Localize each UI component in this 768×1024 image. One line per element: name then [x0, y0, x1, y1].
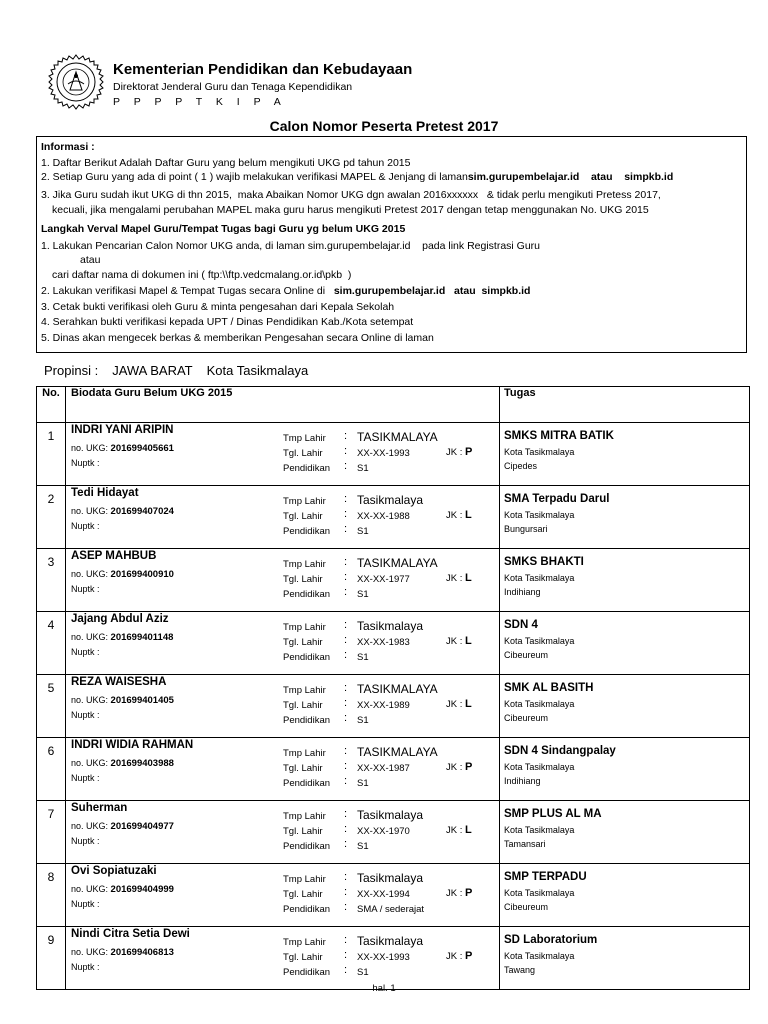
gender-value: P — [465, 887, 473, 899]
education-value: S1 — [357, 526, 369, 537]
colon: : — [344, 430, 348, 442]
birthdate-label: Tgl. Lahir — [283, 763, 323, 774]
ukg-value: 201699404977 — [110, 821, 174, 832]
colon: : — [344, 619, 348, 631]
nuptk-label: Nuptk : — [71, 584, 100, 594]
school-name: SD Laboratorium — [504, 934, 598, 946]
birthplace-value: TASIKMALAYA — [357, 556, 438, 570]
gender-value: L — [465, 572, 472, 584]
assignment — [500, 864, 750, 927]
birthplace-value: Tasikmalaya — [357, 493, 424, 507]
ukg-number — [71, 569, 174, 580]
nuptk-label: Nuptk : — [71, 521, 100, 531]
birthplace-value: Tasikmalaya — [357, 934, 424, 948]
teacher-biodata — [66, 423, 500, 486]
gender-label: JK : — [446, 636, 463, 647]
education-value: SMA / sederajat — [357, 904, 425, 915]
birthdate-label: Tgl. Lahir — [283, 637, 323, 648]
col-no-header: No. — [37, 387, 66, 423]
ukg-number — [71, 884, 174, 895]
gender-value: L — [465, 824, 472, 836]
info-line-3b: kecuali, jika mengalami perubahan MAPEL maka guru harus mengikuti Pretest 2017 dengan tetap menggunakan No. UKG 2015 — [52, 204, 649, 216]
table-row — [37, 423, 750, 486]
birthdate-value: XX-XX-1987 — [357, 763, 410, 774]
birthplace-value: TASIKMALAYA — [357, 745, 438, 759]
teacher-name: Tedi Hidayat — [71, 487, 139, 499]
ukg-value: 201699405661 — [110, 443, 174, 454]
gender-label: JK : — [446, 762, 463, 773]
ukg-number — [71, 821, 174, 832]
education-value: S1 — [357, 715, 369, 726]
teacher-biodata — [66, 612, 500, 675]
gender-label: JK : — [446, 447, 463, 458]
ukg-value: 201699404999 — [110, 884, 174, 895]
birthdate-value: XX-XX-1970 — [357, 826, 410, 837]
school-city: Kota Tasikmalaya — [504, 699, 575, 709]
nuptk-label: Nuptk : — [71, 710, 100, 720]
table-row — [37, 927, 750, 990]
school-name: SDN 4 — [504, 619, 538, 631]
assignment — [500, 801, 750, 864]
row-number: 6 — [37, 738, 66, 801]
table-row — [37, 486, 750, 549]
school-name: SMKS MITRA BATIK — [504, 430, 614, 442]
table-row — [37, 864, 750, 927]
nuptk-label: Nuptk : — [71, 962, 100, 972]
gender-label: JK : — [446, 825, 463, 836]
school-district: Cibeureum — [504, 713, 549, 723]
birthdate-label: Tgl. Lahir — [283, 700, 323, 711]
birthdate-label: Tgl. Lahir — [283, 952, 323, 963]
step-1-alt: cari daftar nama di dokumen ini ( ftp:\\ftp.vedcmalang.or.id\pkb ) — [52, 269, 352, 281]
teacher-name: INDRI YANI ARIPIN — [71, 424, 174, 436]
colon: : — [344, 712, 348, 724]
birthdate-label: Tgl. Lahir — [283, 574, 323, 585]
education-label: Pendidikan — [283, 526, 331, 537]
assignment — [500, 486, 750, 549]
nuptk-label: Nuptk : — [71, 773, 100, 783]
gender — [446, 446, 472, 458]
birthplace-label: Tmp Lahir — [283, 433, 326, 444]
teacher-biodata — [66, 675, 500, 738]
gender-label: JK : — [446, 573, 463, 584]
teacher-name: INDRI WIDIA RAHMAN — [71, 739, 194, 751]
assignment — [500, 612, 750, 675]
school-city: Kota Tasikmalaya — [504, 510, 575, 520]
table-row — [37, 738, 750, 801]
gender-value: L — [465, 509, 472, 521]
birthdate-label: Tgl. Lahir — [283, 889, 323, 900]
gender — [446, 572, 472, 584]
colon: : — [344, 838, 348, 850]
birthdate-value: XX-XX-1988 — [357, 511, 410, 522]
education-label: Pendidikan — [283, 904, 331, 915]
teacher-biodata — [66, 801, 500, 864]
birthdate-value: XX-XX-1977 — [357, 574, 410, 585]
teacher-name: Jajang Abdul Aziz — [71, 613, 169, 625]
ukg-label: no. UKG: — [71, 884, 109, 894]
education-label: Pendidikan — [283, 715, 331, 726]
education-value: S1 — [357, 778, 369, 789]
gender — [446, 761, 472, 773]
school-city: Kota Tasikmalaya — [504, 762, 575, 772]
school-name: SMP TERPADU — [504, 871, 587, 883]
step-2-links: sim.gurupembelajar.id atau simpkb.id — [333, 285, 531, 297]
province-line — [44, 363, 322, 378]
teacher-name: ASEP MAHBUB — [71, 550, 157, 562]
ukg-value: 201699406813 — [110, 947, 174, 958]
colon: : — [344, 682, 348, 694]
step-4: 4. Serahkan bukti verifikasi kepada UPT / Dinas Pendidikan Kab./Kota setempat — [41, 316, 414, 328]
ukg-label: no. UKG: — [71, 632, 109, 642]
birthdate-value: XX-XX-1994 — [357, 889, 410, 900]
ukg-value: 201699403988 — [110, 758, 174, 769]
school-city: Kota Tasikmalaya — [504, 573, 575, 583]
birthplace-label: Tmp Lahir — [283, 685, 326, 696]
school-city: Kota Tasikmalaya — [504, 447, 575, 457]
school-name: SDN 4 Sindangpalay — [504, 745, 616, 757]
colon: : — [344, 586, 348, 598]
table-row — [37, 801, 750, 864]
ukg-value: 201699407024 — [110, 506, 174, 517]
colon: : — [344, 634, 348, 646]
directorate-name: Direktorat Jenderal Guru dan Tenaga Kependidikan — [113, 81, 353, 93]
assignment — [500, 738, 750, 801]
colon: : — [344, 934, 348, 946]
gender-value: L — [465, 698, 472, 710]
school-city: Kota Tasikmalaya — [504, 888, 575, 898]
teacher-biodata — [66, 549, 500, 612]
ukg-number — [71, 506, 174, 517]
education-value: S1 — [357, 463, 369, 474]
teacher-biodata — [66, 864, 500, 927]
school-name: SMK AL BASITH — [504, 682, 594, 694]
gender — [446, 887, 472, 899]
school-name: SMKS BHAKTI — [504, 556, 584, 568]
birthplace-value: Tasikmalaya — [357, 619, 424, 633]
step-2-text: 2. Lakukan verifikasi Mapel & Tempat Tugas secara Online di — [41, 285, 326, 297]
table-row — [37, 549, 750, 612]
ukg-value: 201699401148 — [110, 632, 174, 643]
birthdate-value: XX-XX-1983 — [357, 637, 410, 648]
colon: : — [344, 508, 348, 520]
ukg-label: no. UKG: — [71, 758, 109, 768]
colon: : — [344, 964, 348, 976]
education-value: S1 — [357, 652, 369, 663]
document-title: Calon Nomor Peserta Pretest 2017 — [269, 118, 499, 134]
birthdate-value: XX-XX-1989 — [357, 700, 410, 711]
gender — [446, 950, 472, 962]
colon: : — [344, 697, 348, 709]
colon: : — [344, 493, 348, 505]
education-label: Pendidikan — [283, 778, 331, 789]
row-number: 2 — [37, 486, 66, 549]
ukg-label: no. UKG: — [71, 695, 109, 705]
school-name: SMA Terpadu Darul — [504, 493, 610, 505]
birthplace-value: Tasikmalaya — [357, 808, 424, 822]
colon: : — [344, 871, 348, 883]
birthdate-label: Tgl. Lahir — [283, 448, 323, 459]
assignment — [500, 549, 750, 612]
birthdate-label: Tgl. Lahir — [283, 826, 323, 837]
assignment — [500, 927, 750, 990]
table-row — [37, 675, 750, 738]
kemendikbud-logo-icon — [48, 54, 104, 110]
school-district: Indihiang — [504, 776, 541, 786]
birthdate-value: XX-XX-1993 — [357, 448, 410, 459]
education-label: Pendidikan — [283, 841, 331, 852]
school-name: SMP PLUS AL MA — [504, 808, 602, 820]
gender — [446, 824, 472, 836]
gender-label: JK : — [446, 951, 463, 962]
row-number: 1 — [37, 423, 66, 486]
info-box — [36, 136, 747, 353]
gender-value: P — [465, 761, 473, 773]
row-number: 3 — [37, 549, 66, 612]
school-city: Kota Tasikmalaya — [504, 951, 575, 961]
colon: : — [344, 901, 348, 913]
table-row — [37, 612, 750, 675]
education-label: Pendidikan — [283, 589, 331, 600]
step-3: 3. Cetak bukti verifikasi oleh Guru & minta pengesahan dari Kepala Sekolah — [41, 301, 395, 313]
colon: : — [344, 571, 348, 583]
nuptk-label: Nuptk : — [71, 899, 100, 909]
step-1-or: atau — [80, 254, 101, 266]
colon: : — [344, 808, 348, 820]
province-name: JAWA BARAT — [112, 363, 193, 378]
birthplace-label: Tmp Lahir — [283, 874, 326, 885]
info-line-3: 3. Jika Guru sudah ikut UKG di thn 2015, maka Abaikan Nomor UKG dgn awalan 2016xxxxxx & tidak perlu mengikuti Pretess 2017, — [41, 189, 661, 201]
teacher-name: Suherman — [71, 802, 128, 814]
step-1: 1. Lakukan Pencarian Calon Nomor UKG anda, di laman sim.gurupembelajar.id pada link Registrasi Guru — [41, 240, 541, 252]
school-city: Kota Tasikmalaya — [504, 636, 575, 646]
ukg-number — [71, 758, 174, 769]
colon: : — [344, 949, 348, 961]
gender-value: L — [465, 635, 472, 647]
row-number: 4 — [37, 612, 66, 675]
step-5: 5. Dinas akan mengecek berkas & memberikan Pengesahan secara Online di laman — [41, 332, 434, 344]
nuptk-label: Nuptk : — [71, 458, 100, 468]
nuptk-label: Nuptk : — [71, 836, 100, 846]
teacher-biodata — [66, 486, 500, 549]
info-line-2 — [41, 171, 673, 183]
ukg-label: no. UKG: — [71, 443, 109, 453]
steps-heading: Langkah Verval Mapel Guru/Tempat Tugas bagi Guru yg belum UKG 2015 — [41, 223, 406, 235]
gender-label: JK : — [446, 699, 463, 710]
ukg-number — [71, 947, 174, 958]
table-header — [37, 387, 750, 423]
organization-name: Kementerian Pendidikan dan Kebudayaan — [113, 61, 413, 78]
gender-value: P — [465, 950, 473, 962]
education-value: S1 — [357, 967, 369, 978]
education-label: Pendidikan — [283, 652, 331, 663]
teacher-table — [36, 386, 750, 990]
ukg-value: 201699401405 — [110, 695, 174, 706]
ukg-number — [71, 632, 173, 643]
birthplace-value: Tasikmalaya — [357, 871, 424, 885]
teacher-name: REZA WAISESHA — [71, 676, 167, 688]
gender — [446, 698, 472, 710]
gender-value: P — [465, 446, 473, 458]
ukg-label: no. UKG: — [71, 947, 109, 957]
birthplace-value: TASIKMALAYA — [357, 430, 438, 444]
row-number: 8 — [37, 864, 66, 927]
assignment — [500, 423, 750, 486]
row-number: 5 — [37, 675, 66, 738]
education-label: Pendidikan — [283, 463, 331, 474]
colon: : — [344, 760, 348, 772]
info-heading: Informasi : — [41, 141, 95, 153]
education-value: S1 — [357, 841, 369, 852]
step-2 — [41, 285, 530, 297]
col-bio-header: Biodata Guru Belum UKG 2015 — [66, 387, 500, 423]
info-line-1: 1. Daftar Berikut Adalah Daftar Guru yang belum mengikuti UKG pd tahun 2015 — [41, 157, 411, 169]
gender — [446, 509, 472, 521]
gender-label: JK : — [446, 888, 463, 899]
colon: : — [344, 886, 348, 898]
colon: : — [344, 745, 348, 757]
school-district: Cibeureum — [504, 650, 549, 660]
birthplace-label: Tmp Lahir — [283, 811, 326, 822]
school-city: Kota Tasikmalaya — [504, 825, 575, 835]
row-number: 9 — [37, 927, 66, 990]
info-line-2-text: 2. Setiap Guru yang ada di point ( 1 ) wajib melakukan verifikasi MAPEL & Jenjang di laman — [41, 171, 468, 183]
colon: : — [344, 823, 348, 835]
birthplace-value: TASIKMALAYA — [357, 682, 438, 696]
colon: : — [344, 523, 348, 535]
ukg-label: no. UKG: — [71, 821, 109, 831]
teacher-biodata — [66, 927, 500, 990]
colon: : — [344, 775, 348, 787]
city-name: Kota Tasikmalaya — [206, 363, 309, 378]
nuptk-label: Nuptk : — [71, 647, 100, 657]
birthplace-label: Tmp Lahir — [283, 496, 326, 507]
birthdate-value: XX-XX-1993 — [357, 952, 410, 963]
colon: : — [344, 445, 348, 457]
teacher-name: Nindi Citra Setia Dewi — [71, 928, 190, 940]
birthplace-label: Tmp Lahir — [283, 748, 326, 759]
col-tugas-header: Tugas — [500, 387, 750, 423]
school-district: Bungursari — [504, 524, 548, 534]
colon: : — [344, 556, 348, 568]
ukg-label: no. UKG: — [71, 569, 109, 579]
unit-name: P P P P T K I P A — [113, 96, 287, 108]
assignment — [500, 675, 750, 738]
birthdate-label: Tgl. Lahir — [283, 511, 323, 522]
school-district: Cipedes — [504, 461, 538, 471]
info-line-2-links: sim.gurupembelajar.id atau simpkb.id — [467, 171, 674, 183]
teacher-biodata — [66, 738, 500, 801]
birthplace-label: Tmp Lahir — [283, 559, 326, 570]
colon: : — [344, 649, 348, 661]
gender-label: JK : — [446, 510, 463, 521]
school-district: Tawang — [504, 965, 536, 975]
province-label: Propinsi : — [44, 363, 99, 378]
birthplace-label: Tmp Lahir — [283, 622, 326, 633]
page-number: hal. 1 — [372, 983, 396, 994]
ukg-number — [71, 443, 174, 454]
ukg-value: 201699400910 — [110, 569, 174, 580]
ukg-label: no. UKG: — [71, 506, 109, 516]
colon: : — [344, 460, 348, 472]
school-district: Cibeureum — [504, 902, 549, 912]
birthplace-label: Tmp Lahir — [283, 937, 326, 948]
school-district: Indihiang — [504, 587, 541, 597]
gender — [446, 635, 472, 647]
teacher-name: Ovi Sopiatuzaki — [71, 865, 157, 877]
education-label: Pendidikan — [283, 967, 331, 978]
education-value: S1 — [357, 589, 369, 600]
ukg-number — [71, 695, 174, 706]
row-number: 7 — [37, 801, 66, 864]
school-district: Tamansari — [504, 839, 546, 849]
